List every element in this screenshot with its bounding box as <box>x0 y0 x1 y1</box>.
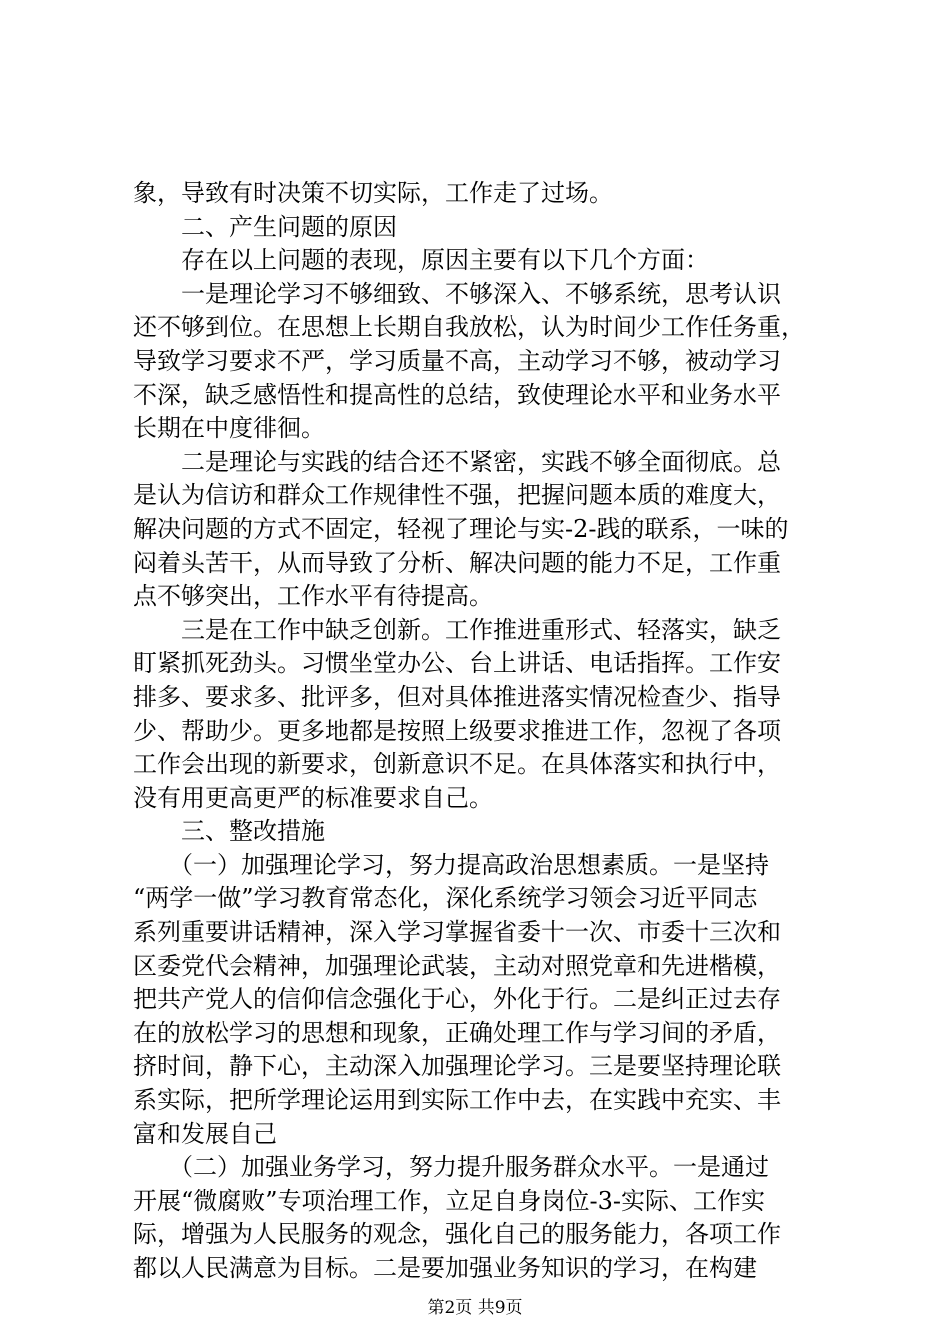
text-line: 盯紧抓死劲头。习惯坐堂办公、台上讲话、电话指挥。工作安 <box>133 649 781 678</box>
text-line: 解决问题的方式不固定，轻视了理论与实-2-践的联系，一味的 <box>133 514 789 543</box>
text-line: 把共产党人的信仰信念强化于心，外化于行。二是纠正过去存 <box>133 985 781 1014</box>
text-line: （二）加强业务学习，努力提升服务群众水平。一是通过 <box>169 1153 769 1182</box>
page-footer: 第2页 共9页 <box>427 1298 523 1318</box>
text-line: 系列重要讲话精神，深入学习掌握省委十一次、市委十三次和 <box>133 918 781 947</box>
text-line: 还不够到位。在思想上长期自我放松，认为时间少工作任务重， <box>133 313 805 342</box>
text-line: 都以人民满意为目标。二是要加强业务知识的学习，在构建 <box>133 1254 757 1282</box>
text-line: 一是理论学习不够细致、不够深入、不够系统，思考认识 <box>181 279 781 308</box>
body-text <box>133 177 829 1286</box>
text-line: 长期在中度徘徊。 <box>133 414 325 443</box>
text-line: 富和发展自己 <box>133 1119 277 1148</box>
text-line: 工作会出现的新要求，创新意识不足。在具体落实和执行中， <box>133 750 781 779</box>
text-line: 系实际，把所学理论运用到实际工作中去，在实践中充实、丰 <box>133 1086 781 1115</box>
section-heading: 三、整改措施 <box>181 817 325 846</box>
text-line: 是认为信访和群众工作规律性不强，把握问题本质的难度大， <box>133 481 781 510</box>
text-line: “两学一做”学习教育常态化，深化系统学习领会习近平同志 <box>133 884 758 913</box>
text-line: 没有用更高更严的标准要求自己。 <box>133 783 493 812</box>
text-line: 象，导致有时决策不切实际，工作走了过场。 <box>133 179 613 207</box>
text-line: 少、帮助少。更多地都是按照上级要求推进工作，忽视了各项 <box>133 716 781 745</box>
text-line: 区委党代会精神，加强理论武装，主动对照党章和先进楷模， <box>133 951 781 980</box>
text-line: 三是在工作中缺乏创新。工作推进重形式、轻落实，缺乏 <box>181 615 781 644</box>
text-line: 二是理论与实践的结合还不紧密，实践不够全面彻底。总 <box>181 447 781 476</box>
text-line: 际，增强为人民服务的观念，强化自己的服务能力，各项工作 <box>133 1220 781 1249</box>
text-line: 挤时间，静下心，主动深入加强理论学习。三是要坚持理论联 <box>133 1052 781 1081</box>
text-line: 点不够突出，工作水平有待提高。 <box>133 582 493 611</box>
text-line: （一）加强理论学习，努力提高政治思想素质。一是坚持 <box>169 850 769 879</box>
text-line: 不深，缺乏感悟性和提高性的总结，致使理论水平和业务水平 <box>133 380 781 409</box>
text-line: 在的放松学习的思想和现象，正确处理工作与学习间的矛盾， <box>133 1018 781 1047</box>
text-line: 导致学习要求不严，学习质量不高，主动学习不够，被动学习 <box>133 346 781 375</box>
text-line: 存在以上问题的表现，原因主要有以下几个方面： <box>181 246 709 275</box>
text-line: 排多、要求多、批评多，但对具体推进落实情况检查少、指导 <box>133 682 781 711</box>
section-heading: 二、产生问题的原因 <box>181 212 397 241</box>
text-line: 闷着头苦干，从而导致了分析、解决问题的能力不足，工作重 <box>133 548 781 577</box>
text-line: 开展“微腐败”专项治理工作，立足自身岗位-3-实际、工作实 <box>133 1186 766 1215</box>
